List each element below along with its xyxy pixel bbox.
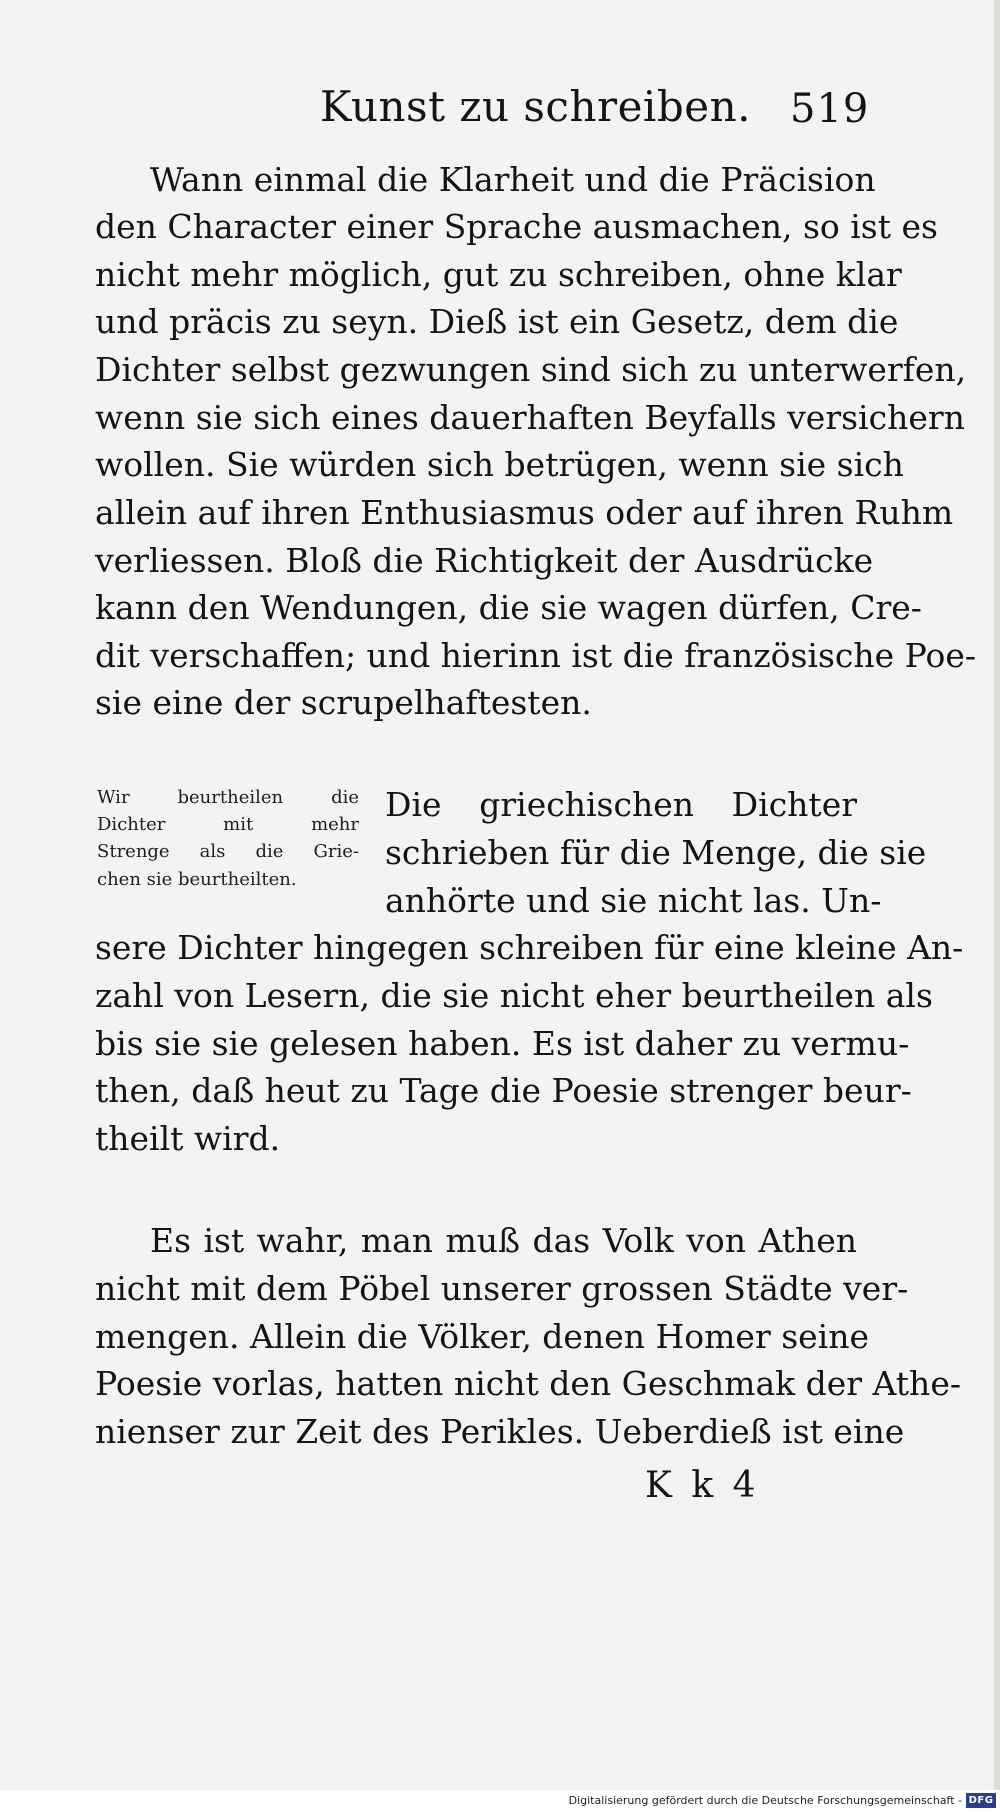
text-line: nicht mehr möglich, gut zu schreiben, ohne klar	[95, 255, 902, 294]
running-head: Kunst zu schreiben.	[320, 82, 751, 131]
text-line: Wann einmal die Klarheit und die Präcision	[150, 160, 876, 199]
text-line: Dichter selbst gezwungen sind sich zu unterwerfen,	[95, 350, 967, 389]
text-line: dit verschaffen; und hierinn ist die französische Poe-	[95, 636, 977, 675]
text-line: wollen. Sie würden sich betrügen, wenn sie sich	[95, 445, 904, 484]
text-line: anhörte und sie nicht las. Un-	[385, 881, 882, 920]
text-line: und präcis zu seyn. Dieß ist ein Gesetz, dem die	[95, 302, 899, 341]
text-line: Es ist wahr, man muß das Volk von Athen	[150, 1221, 857, 1260]
text-line: mengen. Allein die Völker, denen Homer seine	[95, 1317, 870, 1356]
text-line: bis sie sie gelesen haben. Es ist daher zu vermu-	[95, 1024, 910, 1063]
text-line: sere Dichter hingegen schreiben für eine kleine An-	[95, 928, 964, 967]
marginal-note-line: chen sie beurtheilten.	[97, 869, 297, 890]
text-line: sie eine der scrupelhaftesten.	[95, 683, 592, 722]
text-line: den Character einer Sprache ausmachen, so ist es	[95, 207, 938, 246]
digitization-credit: Digitalisierung gefördert durch die Deutsche Forschungsgemeinschaft -	[568, 1794, 962, 1807]
text-line: theilt wird.	[95, 1119, 281, 1158]
text-line: nienser zur Zeit des Perikles. Ueberdieß ist eine	[95, 1412, 905, 1451]
text-line: Poesie vorlas, hatten nicht den Geschmak der Athe-	[95, 1364, 961, 1403]
text-line: kann den Wendungen, die sie wagen dürfen, Cre-	[95, 588, 922, 627]
text-line: Die griechischen Dichter	[385, 785, 857, 824]
text-line: wenn sie sich eines dauerhaften Beyfalls versichern	[95, 398, 965, 437]
marginal-note-line: Strenge als die Grie-	[97, 841, 359, 862]
text-line: schrieben für die Menge, die sie	[385, 833, 927, 872]
text-line: nicht mit dem Pöbel unserer grossen Städte ver-	[95, 1269, 909, 1308]
text-line: verliessen. Bloß die Richtigkeit der Ausdrücke	[95, 541, 874, 580]
text-line: then, daß heut zu Tage die Poesie strenger beur-	[95, 1071, 912, 1110]
text-line: allein auf ihren Enthusiasmus oder auf ihren Ruhm	[95, 493, 954, 532]
signature-mark: K k 4	[645, 1465, 760, 1506]
page-number: 519	[790, 86, 870, 132]
dfg-logo: DFG	[966, 1793, 996, 1808]
marginal-note-line: Dichter mit mehr	[97, 814, 359, 835]
text-line: zahl von Lesern, die sie nicht eher beurtheilen als	[95, 976, 933, 1015]
marginal-note-line: Wir beurtheilen die	[97, 787, 359, 808]
